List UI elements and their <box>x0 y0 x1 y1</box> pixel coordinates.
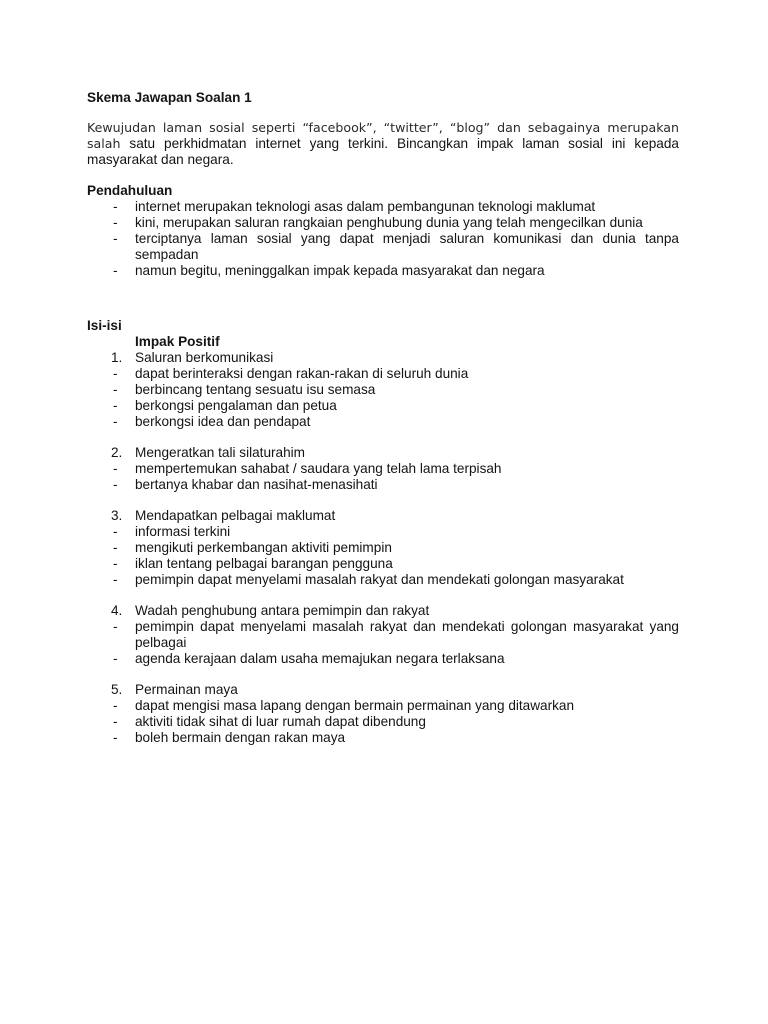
list-item-text: mengikuti perkembangan aktiviti pemimpin <box>135 540 392 555</box>
list-item <box>87 619 679 651</box>
list-item-text: internet merupakan teknologi asas dalam pembangunan teknologi maklumat <box>135 199 596 214</box>
list-item <box>87 524 679 540</box>
list-item <box>87 382 679 398</box>
list-item <box>87 366 679 382</box>
list-item <box>87 556 679 572</box>
list-item <box>87 651 679 667</box>
point-number: 5. <box>111 682 123 697</box>
list-item-text: berkongsi pengalaman dan petua <box>135 398 337 413</box>
document-content <box>87 90 679 746</box>
list-item <box>87 540 679 556</box>
point-number: 2. <box>111 445 123 460</box>
point-number: 1. <box>111 350 123 365</box>
bullet-marker: - <box>113 231 118 246</box>
bullet-marker: - <box>113 382 118 397</box>
point-group-2 <box>87 445 679 493</box>
subheading-impak-positif: Impak Positif <box>135 334 220 349</box>
list-item-text: kini, merupakan saluran rangkaian penghubung dunia yang telah mengecilkan dunia <box>135 215 643 230</box>
question-text-part2: satu perkhidmatan internet yang terkini. Bincangkan impak laman sosial ini kepada masyarakat dan negara. <box>87 136 679 167</box>
bullet-marker: - <box>113 215 118 230</box>
list-item <box>87 263 679 279</box>
bullet-marker: - <box>113 698 118 713</box>
point-number: 4. <box>111 603 123 618</box>
bullet-marker: - <box>113 414 118 429</box>
point-title: Wadah penghubung antara pemimpin dan rakyat <box>135 603 430 618</box>
bullet-marker: - <box>113 714 118 729</box>
bullet-marker: - <box>113 477 118 492</box>
list-item <box>87 477 679 493</box>
list-item <box>87 414 679 430</box>
section-heading-pendahuluan: Pendahuluan <box>87 183 173 198</box>
list-item <box>87 698 679 714</box>
section-heading-isi: Isi-isi <box>87 318 122 333</box>
list-item <box>87 231 679 263</box>
question-text-part1: Kewujudan laman sosial seperti “facebook”, “twitter”, “blog” dan sebagainya merupakan salah <box>87 120 679 151</box>
point-title-row <box>87 603 679 619</box>
bullet-marker: - <box>113 524 118 539</box>
bullet-marker: - <box>113 730 118 745</box>
list-item-text: terciptanya laman sosial yang dapat menjadi saluran komunikasi dan dunia tanpa sempadan <box>135 231 679 262</box>
bullet-marker: - <box>113 619 118 634</box>
point-number: 3. <box>111 508 123 523</box>
list-item-text: aktiviti tidak sihat di luar rumah dapat dibendung <box>135 714 426 729</box>
list-item-text: pemimpin dapat menyelami masalah rakyat dan mendekati golongan masyarakat <box>135 572 624 587</box>
list-item-text: boleh bermain dengan rakan maya <box>135 730 346 745</box>
list-item <box>87 714 679 730</box>
list-item-text: mempertemukan sahabat / saudara yang telah lama terpisah <box>135 461 502 476</box>
list-item-text: pemimpin dapat menyelami masalah rakyat dan mendekati golongan masyarakat yang pelbagai <box>135 619 679 650</box>
document-title: Skema Jawapan Soalan 1 <box>87 90 252 105</box>
bullet-marker: - <box>113 651 118 666</box>
question-text <box>87 120 679 168</box>
point-title-row <box>87 445 679 461</box>
list-item-text: dapat mengisi masa lapang dengan bermain permainan yang ditawarkan <box>135 698 575 713</box>
point-title: Saluran berkomunikasi <box>135 350 274 365</box>
list-item-text: berbincang tentang sesuatu isu semasa <box>135 382 376 397</box>
bullet-marker: - <box>113 263 118 278</box>
list-item-text: iklan tentang pelbagai barangan pengguna <box>135 556 393 571</box>
list-item-text: namun begitu, meninggalkan impak kepada masyarakat dan negara <box>135 263 545 278</box>
bullet-marker: - <box>113 398 118 413</box>
list-item <box>87 572 679 588</box>
point-title: Mendapatkan pelbagai maklumat <box>135 508 336 523</box>
list-item-text: bertanya khabar dan nasihat-menasihati <box>135 477 378 492</box>
list-item <box>87 215 679 231</box>
point-title: Mengeratkan tali silaturahim <box>135 445 306 460</box>
bullet-marker: - <box>113 572 118 587</box>
point-title-row <box>87 682 679 698</box>
list-item <box>87 730 679 746</box>
bullet-marker: - <box>113 366 118 381</box>
list-item <box>87 398 679 414</box>
point-title-row <box>87 508 679 524</box>
list-item-text: agenda kerajaan dalam usaha memajukan negara terlaksana <box>135 651 505 666</box>
bullet-marker: - <box>113 461 118 476</box>
list-item-text: informasi terkini <box>135 524 231 539</box>
list-item-text: berkongsi idea dan pendapat <box>135 414 311 429</box>
list-item-text: dapat berinteraksi dengan rakan-rakan di seluruh dunia <box>135 366 469 381</box>
point-group-4 <box>87 603 679 667</box>
point-title: Permainan maya <box>135 682 238 697</box>
point-title-row <box>87 350 679 366</box>
pendahuluan-list <box>87 199 679 279</box>
bullet-marker: - <box>113 199 118 214</box>
list-item <box>87 461 679 477</box>
list-item <box>87 199 679 215</box>
point-group-5 <box>87 682 679 746</box>
bullet-marker: - <box>113 556 118 571</box>
point-group-3 <box>87 508 679 588</box>
bullet-marker: - <box>113 540 118 555</box>
point-group-1 <box>87 350 679 430</box>
